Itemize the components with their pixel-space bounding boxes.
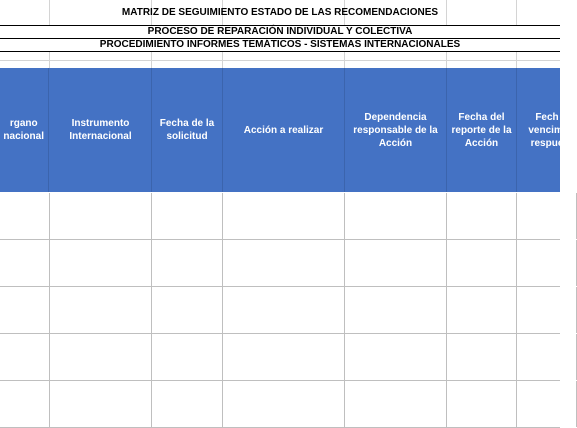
table-cell[interactable]: [223, 240, 345, 286]
table-cell[interactable]: [152, 193, 223, 239]
column-header-label: Fecha del reporte de la Acción: [451, 111, 512, 149]
table-cell[interactable]: [223, 381, 345, 427]
column-header-accion[interactable]: [223, 68, 345, 192]
table-cell[interactable]: [223, 193, 345, 239]
sheet-subtitle-process: PROCESO DE REPARACIÓN INDIVIDUAL Y COLECTIVA: [0, 25, 560, 39]
table-cell[interactable]: [0, 287, 50, 333]
table-cell[interactable]: [152, 240, 223, 286]
table-cell[interactable]: [447, 240, 517, 286]
table-row: [0, 381, 560, 428]
sheet-subtitle-procedure: PROCEDIMIENTO INFORMES TEMÁTICOS - SISTEMAS INTERNACIONALES: [0, 38, 560, 52]
table-cell[interactable]: [0, 193, 50, 239]
table-cell[interactable]: [517, 193, 577, 239]
column-header-label: Dependencia responsable de la Acción: [353, 111, 438, 149]
table-cell[interactable]: [447, 334, 517, 380]
column-header-instrumento[interactable]: [50, 68, 152, 192]
table-cell[interactable]: [447, 381, 517, 427]
table-cell[interactable]: [345, 193, 447, 239]
table-cell[interactable]: [50, 240, 152, 286]
table-cell[interactable]: [0, 381, 50, 427]
table-cell[interactable]: [0, 240, 50, 286]
column-header-label: Acción a realizar: [243, 124, 324, 136]
column-header-fecha-reporte[interactable]: [447, 68, 517, 192]
column-header-fecha-solicitud[interactable]: [152, 68, 223, 192]
table-cell[interactable]: [50, 287, 152, 333]
table-cell[interactable]: [517, 381, 577, 427]
column-header-dependencia[interactable]: [345, 68, 447, 192]
table-cell[interactable]: [152, 381, 223, 427]
table-cell[interactable]: [152, 334, 223, 380]
column-header-fecha-vencimiento[interactable]: [517, 68, 577, 192]
sheet-title: MATRIZ DE SEGUIMIENTO ESTADO DE LAS RECOMENDACIONES: [121, 7, 439, 18]
column-header-label: Instrumento Internacional: [69, 118, 132, 142]
table-row: [0, 193, 560, 240]
column-header-label: Fecha de la solicitud: [159, 118, 215, 142]
table-row: [0, 287, 560, 334]
table-cell[interactable]: [223, 287, 345, 333]
column-header-label: rgano nacional: [3, 118, 44, 142]
table-cell[interactable]: [0, 334, 50, 380]
table-cell[interactable]: [345, 287, 447, 333]
table-cell[interactable]: [345, 334, 447, 380]
table-cell[interactable]: [345, 240, 447, 286]
column-header-organo[interactable]: [0, 68, 49, 192]
table-cell[interactable]: [223, 334, 345, 380]
table-cell[interactable]: [50, 193, 152, 239]
table-cell[interactable]: [345, 381, 447, 427]
table-cell[interactable]: [447, 287, 517, 333]
column-header-label: Fech vencimi respue: [528, 111, 566, 149]
table-row: [0, 334, 560, 381]
table-cell[interactable]: [517, 334, 577, 380]
table-cell[interactable]: [517, 240, 577, 286]
table-cell[interactable]: [50, 381, 152, 427]
table-cell[interactable]: [517, 287, 577, 333]
table-cell[interactable]: [447, 193, 517, 239]
table-cell[interactable]: [152, 287, 223, 333]
grid-line: [0, 60, 560, 61]
table-cell[interactable]: [50, 334, 152, 380]
table-row: [0, 240, 560, 287]
